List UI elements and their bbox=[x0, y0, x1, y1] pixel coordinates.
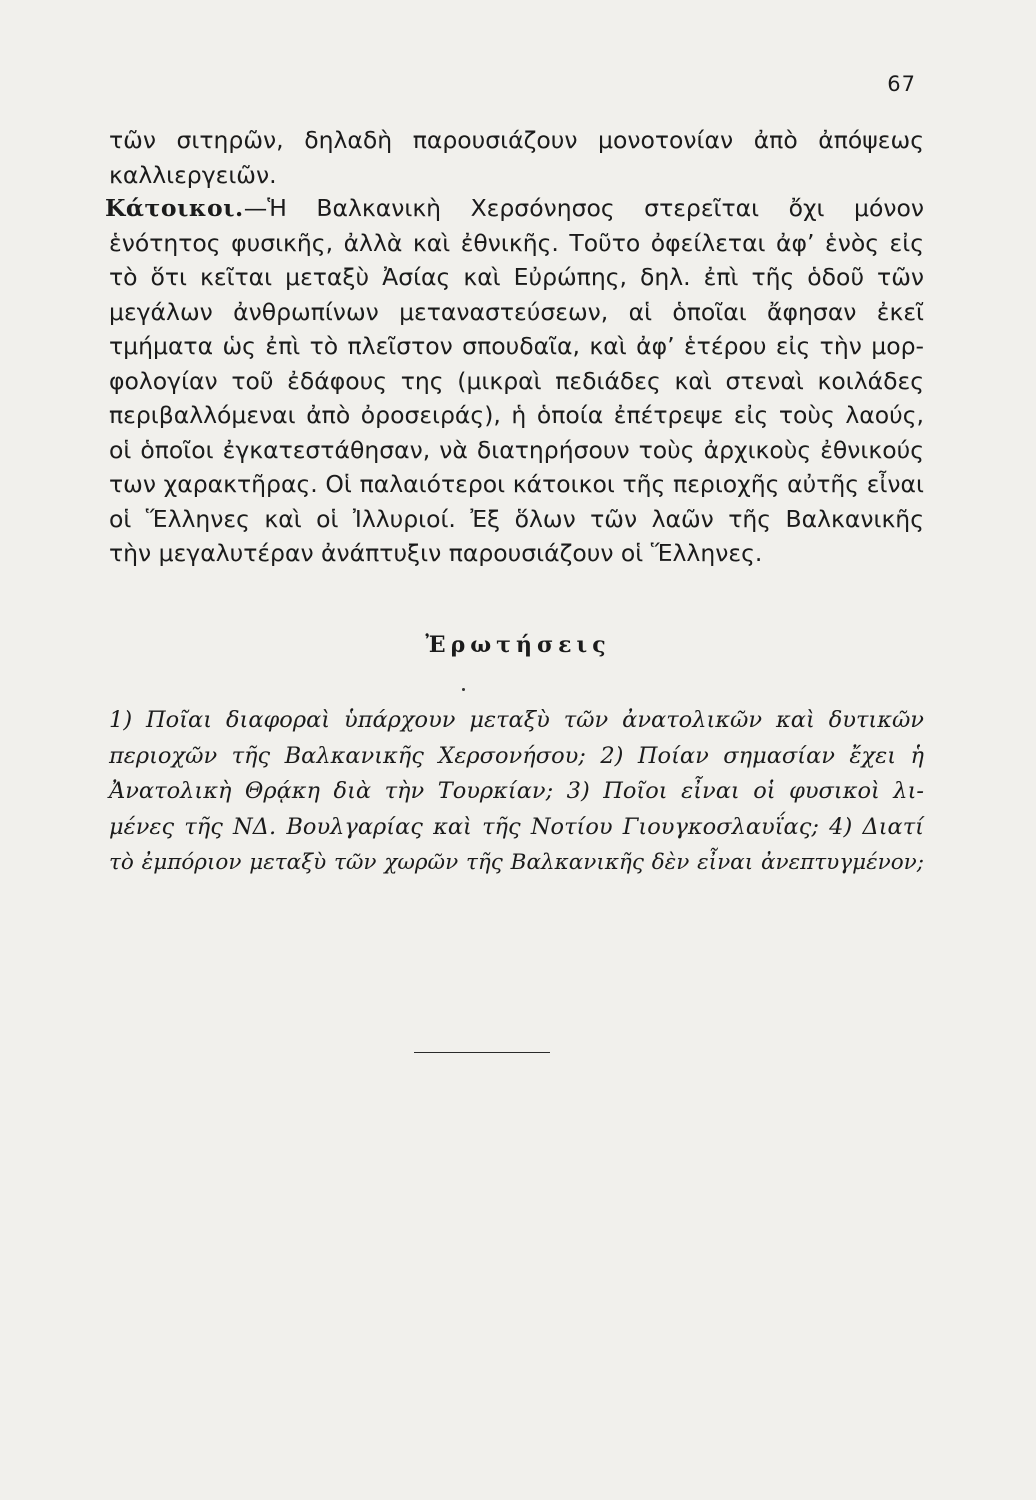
question-line: 1) Ποῖαι διαφοραὶ ὑπάρχουν μεταξὺ τῶν ἀνατολικῶν καὶ δυτικῶν bbox=[109, 707, 924, 733]
text-line: τὴν μεγαλυτέραν ἀνάπτυξιν παρουσιάζουν οἱ Ἕλληνες. bbox=[109, 539, 763, 567]
closing-rule bbox=[414, 1052, 550, 1053]
text-line: καλλιεργειῶν. bbox=[109, 160, 277, 189]
text-line-first bbox=[105, 191, 924, 226]
paragraph-inhabitants bbox=[105, 191, 924, 571]
questions-block bbox=[109, 703, 924, 881]
section-heading-inhabitants: Κάτοικοι. bbox=[105, 194, 244, 222]
question-line: τὸ ἐμπόριον μεταξὺ τῶν χωρῶν τῆς Βαλκανικῆς δὲν εἶναι ἀνεπτυγμένον; bbox=[109, 850, 924, 875]
question-line: περιοχῶν τῆς Βαλκανικῆς Χερσονήσου; 2) Ποίαν σημασίαν ἔχει ἡ bbox=[109, 742, 924, 769]
text-line: ἑνότητος φυσικῆς, ἀλλὰ καὶ ἐθνικῆς. Τοῦτο ὀφείλεται ἀφ’ ἑνὸς εἰς bbox=[109, 228, 924, 257]
paragraph-crops bbox=[109, 123, 924, 192]
text-line: οἱ ὁποῖοι ἐγκατεστάθησαν, νὰ διατηρήσουν τοὺς ἀρχικοὺς ἐθνικούς bbox=[109, 435, 924, 464]
text-line: περιβαλλόμεναι ἀπὸ ὀροσειράς), ἡ ὁποία ἐπέτρεψε εἰς τοὺς λαούς, bbox=[109, 401, 924, 429]
question-line: μένες τῆς ΝΔ. Βουλγαρίας καὶ τῆς Νοτίου Γιουγκοσλαυΐας; 4) Διατί bbox=[109, 813, 924, 840]
questions-title: Ἐρωτήσεις bbox=[425, 632, 611, 658]
question-line: Ἀνατολικὴ Θρᾴκη διὰ τὴν Τουρκίαν; 3) Ποῖοι εἶναι οἱ φυσικοὶ λι- bbox=[109, 778, 924, 804]
text-line: τῶν σιτηρῶν, δηλαδὴ παρουσιάζουν μονοτονίαν ἀπὸ ἀπόψεως bbox=[109, 126, 924, 154]
text-line: τμήματα ὡς ἐπὶ τὸ πλεῖστον σπουδαῖα, καὶ ἀφ’ ἑτέρου εἰς τὴν μορ- bbox=[109, 332, 924, 360]
text-line: οἱ Ἕλληνες καὶ οἱ Ἰλλυριοί. Ἐξ ὅλων τῶν λαῶν τῆς Βαλκανικῆς bbox=[109, 504, 924, 533]
text-line: τὸ ὅτι κεῖται μεταξὺ Ἀσίας καὶ Εὐρώπης, δηλ. ἐπὶ τῆς ὁδοῦ τῶν bbox=[109, 263, 924, 291]
text-line-rest: —Ἡ Βαλκανικὴ Χερσόνησος στερεῖται ὄχι μόνον bbox=[243, 194, 924, 222]
text-line: των χαρακτῆρας. Οἱ παλαιότεροι κάτοικοι τῆς περιοχῆς αὐτῆς εἶναι bbox=[109, 470, 924, 498]
text-line: φολογίαν τοῦ ἐδάφους της (μικραὶ πεδιάδες καὶ στεναὶ κοιλάδες bbox=[109, 366, 924, 395]
page-number: 67 bbox=[887, 72, 916, 96]
text-line: μεγάλων ἀνθρωπίνων μεταναστεύσεων, αἱ ὁποῖαι ἄφησαν ἐκεῖ bbox=[109, 297, 924, 326]
ornament-dot bbox=[462, 688, 465, 691]
